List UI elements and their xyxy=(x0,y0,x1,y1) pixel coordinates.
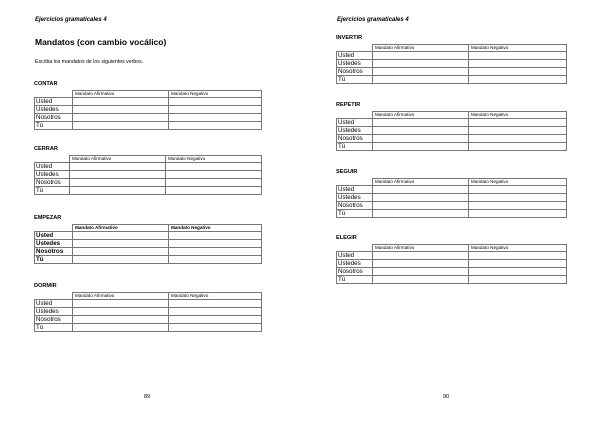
verb-block-dormir xyxy=(34,282,262,332)
page-number: 90 xyxy=(443,394,450,400)
conjugation-table xyxy=(34,90,262,130)
row-label: Usted xyxy=(337,186,373,194)
answer-cell[interactable] xyxy=(373,210,469,218)
table-row xyxy=(337,194,567,202)
answer-cell[interactable] xyxy=(469,76,567,84)
row-label: Ustedes xyxy=(337,60,373,68)
conjugation-table xyxy=(336,244,567,284)
table-header-row xyxy=(35,156,262,163)
answer-cell[interactable] xyxy=(469,276,567,284)
answer-cell[interactable] xyxy=(73,316,169,324)
row-label: Usted xyxy=(337,252,373,260)
answer-cell[interactable] xyxy=(373,268,469,276)
header-negative: Mandato Negativo xyxy=(469,179,567,186)
row-label: Nosotros xyxy=(35,114,73,122)
answer-cell[interactable] xyxy=(169,300,262,308)
header-affirmative: Mandato Afirmativo xyxy=(73,293,169,300)
verb-label: ELEGIR xyxy=(336,235,357,241)
table-row xyxy=(35,316,262,324)
running-head: Ejercicios gramaticales 4 xyxy=(337,17,409,23)
table-row xyxy=(35,171,262,179)
header-negative: Mandato Negativo xyxy=(169,91,262,98)
table-row xyxy=(337,268,567,276)
conjugation-table xyxy=(34,224,262,264)
header-negative: Mandato Negativo xyxy=(469,112,567,119)
running-head: Ejercicios gramaticales 4 xyxy=(35,17,107,23)
row-label: Nosotros xyxy=(337,202,373,210)
conjugation-table xyxy=(34,155,262,195)
table-row xyxy=(35,308,262,316)
row-label: Ustedes xyxy=(35,171,70,179)
answer-cell[interactable] xyxy=(469,268,567,276)
verb-block-empezar xyxy=(34,214,262,264)
table-row xyxy=(337,210,567,218)
answer-cell[interactable] xyxy=(73,232,169,240)
conjugation-table xyxy=(336,178,567,218)
row-label: Nosotros xyxy=(35,248,73,256)
header-affirmative: Mandato Afirmativo xyxy=(373,179,469,186)
answer-cell[interactable] xyxy=(70,163,166,171)
table-header-row xyxy=(337,245,567,252)
table-header-row xyxy=(337,179,567,186)
header-negative: Mandato Negativo xyxy=(169,225,262,232)
verb-block-repetir xyxy=(336,101,567,151)
row-label: Ustedes xyxy=(337,127,373,135)
row-label: Ustedes xyxy=(35,106,73,114)
page-title: Mandatos (con cambio vocálico) xyxy=(35,37,167,47)
table-row xyxy=(35,324,262,332)
verb-label: DORMIR xyxy=(34,283,57,289)
header-negative: Mandato Negativo xyxy=(169,293,262,300)
row-label: Ustedes xyxy=(35,308,73,316)
table-row xyxy=(337,252,567,260)
row-label: Tú xyxy=(337,76,373,84)
row-label: Tú xyxy=(35,122,73,130)
table-row xyxy=(337,68,567,76)
table-header-row xyxy=(35,293,262,300)
answer-cell[interactable] xyxy=(73,256,169,264)
answer-cell[interactable] xyxy=(169,308,262,316)
answer-cell[interactable] xyxy=(373,68,469,76)
verb-block-invertir xyxy=(336,34,567,84)
table-row xyxy=(35,179,262,187)
verb-label: CONTAR xyxy=(34,81,58,87)
answer-cell[interactable] xyxy=(469,194,567,202)
answer-cell[interactable] xyxy=(169,240,262,248)
table-row xyxy=(337,135,567,143)
table-row xyxy=(35,114,262,122)
answer-cell[interactable] xyxy=(169,98,262,106)
header-affirmative: Mandato Afirmativo xyxy=(73,91,169,98)
table-row xyxy=(35,122,262,130)
table-header-row xyxy=(337,45,567,52)
verb-block-elegir xyxy=(336,234,567,284)
table-row xyxy=(337,127,567,135)
answer-cell[interactable] xyxy=(373,260,469,268)
table-row xyxy=(337,76,567,84)
answer-cell[interactable] xyxy=(469,135,567,143)
table-row xyxy=(35,240,262,248)
header-negative: Mandato Negativo xyxy=(469,45,567,52)
answer-cell[interactable] xyxy=(469,60,567,68)
answer-cell[interactable] xyxy=(469,119,567,127)
answer-cell[interactable] xyxy=(373,127,469,135)
table-row xyxy=(337,143,567,151)
answer-cell[interactable] xyxy=(169,122,262,130)
answer-cell[interactable] xyxy=(166,163,262,171)
answer-cell[interactable] xyxy=(373,194,469,202)
answer-cell[interactable] xyxy=(169,256,262,264)
answer-cell[interactable] xyxy=(70,171,166,179)
answer-cell[interactable] xyxy=(373,186,469,194)
table-header-row xyxy=(337,112,567,119)
row-label: Nosotros xyxy=(337,135,373,143)
row-label: Tú xyxy=(337,210,373,218)
answer-cell[interactable] xyxy=(169,106,262,114)
answer-cell[interactable] xyxy=(73,300,169,308)
header-affirmative: Mandato Afirmativo xyxy=(70,156,166,163)
answer-cell[interactable] xyxy=(70,187,166,195)
row-label: Usted xyxy=(35,232,73,240)
answer-cell[interactable] xyxy=(469,252,567,260)
verb-label: REPETIR xyxy=(336,102,361,108)
answer-cell[interactable] xyxy=(373,252,469,260)
table-row xyxy=(337,119,567,127)
answer-cell[interactable] xyxy=(373,119,469,127)
row-label: Nosotros xyxy=(337,68,373,76)
instruction: Escriba los mandatos de los siguientes verbos. xyxy=(35,59,144,65)
answer-cell[interactable] xyxy=(73,308,169,316)
answer-cell[interactable] xyxy=(373,202,469,210)
answer-cell[interactable] xyxy=(73,114,169,122)
table-row xyxy=(337,260,567,268)
answer-cell[interactable] xyxy=(73,122,169,130)
answer-cell[interactable] xyxy=(73,98,169,106)
answer-cell[interactable] xyxy=(73,240,169,248)
answer-cell[interactable] xyxy=(166,179,262,187)
row-label: Tú xyxy=(35,187,70,195)
answer-cell[interactable] xyxy=(469,68,567,76)
table-row xyxy=(35,98,262,106)
answer-cell[interactable] xyxy=(373,135,469,143)
verb-block-cerrar xyxy=(34,145,262,195)
row-label: Nosotros xyxy=(35,179,70,187)
row-label: Ustedes xyxy=(35,240,73,248)
verb-label: CERRAR xyxy=(34,146,58,152)
header-negative: Mandato Negativo xyxy=(166,156,262,163)
table-row xyxy=(35,187,262,195)
table-row xyxy=(35,248,262,256)
table-row xyxy=(337,60,567,68)
page-number: 89 xyxy=(144,394,151,400)
conjugation-table xyxy=(336,44,567,84)
table-row xyxy=(35,300,262,308)
answer-cell[interactable] xyxy=(373,276,469,284)
row-label: Ustedes xyxy=(337,260,373,268)
table-row xyxy=(35,232,262,240)
answer-cell[interactable] xyxy=(373,76,469,84)
table-row xyxy=(337,186,567,194)
answer-cell[interactable] xyxy=(73,248,169,256)
row-label: Usted xyxy=(35,300,73,308)
row-label: Nosotros xyxy=(35,316,73,324)
answer-cell[interactable] xyxy=(469,260,567,268)
answer-cell[interactable] xyxy=(169,248,262,256)
answer-cell[interactable] xyxy=(169,232,262,240)
row-label: Usted xyxy=(35,163,70,171)
answer-cell[interactable] xyxy=(469,127,567,135)
conjugation-table xyxy=(336,111,567,151)
answer-cell[interactable] xyxy=(70,179,166,187)
row-label: Tú xyxy=(35,256,73,264)
table-row xyxy=(337,276,567,284)
table-row xyxy=(35,163,262,171)
header-affirmative: Mandato Afirmativo xyxy=(373,112,469,119)
answer-cell[interactable] xyxy=(469,210,567,218)
row-label: Ustedes xyxy=(337,194,373,202)
answer-cell[interactable] xyxy=(73,106,169,114)
answer-cell[interactable] xyxy=(169,324,262,332)
row-label: Nosotros xyxy=(337,268,373,276)
header-affirmative: Mandato Afirmativo xyxy=(73,225,169,232)
verb-block-contar xyxy=(34,80,262,130)
table-row xyxy=(337,202,567,210)
verb-label: INVERTIR xyxy=(336,35,363,41)
verb-block-seguir xyxy=(336,168,567,218)
answer-cell[interactable] xyxy=(373,143,469,151)
answer-cell[interactable] xyxy=(469,186,567,194)
conjugation-table xyxy=(34,292,262,332)
answer-cell[interactable] xyxy=(469,52,567,60)
table-row xyxy=(35,106,262,114)
row-label: Usted xyxy=(337,52,373,60)
row-label: Usted xyxy=(35,98,73,106)
verb-label: SEGUIR xyxy=(336,169,358,175)
answer-cell[interactable] xyxy=(166,187,262,195)
answer-cell[interactable] xyxy=(469,202,567,210)
answer-cell[interactable] xyxy=(169,114,262,122)
answer-cell[interactable] xyxy=(169,316,262,324)
answer-cell[interactable] xyxy=(166,171,262,179)
right-page xyxy=(300,0,600,424)
answer-cell[interactable] xyxy=(373,52,469,60)
header-negative: Mandato Negativo xyxy=(469,245,567,252)
table-header-row xyxy=(35,91,262,98)
verb-label: EMPEZAR xyxy=(34,215,62,221)
answer-cell[interactable] xyxy=(469,143,567,151)
table-row xyxy=(337,52,567,60)
table-header-row xyxy=(35,225,262,232)
header-affirmative: Mandato Afirmativo xyxy=(373,45,469,52)
table-row xyxy=(35,256,262,264)
answer-cell[interactable] xyxy=(73,324,169,332)
row-label: Tú xyxy=(35,324,73,332)
header-affirmative: Mandato Afirmativo xyxy=(373,245,469,252)
answer-cell[interactable] xyxy=(373,60,469,68)
row-label: Tú xyxy=(337,276,373,284)
row-label: Usted xyxy=(337,119,373,127)
row-label: Tú xyxy=(337,143,373,151)
